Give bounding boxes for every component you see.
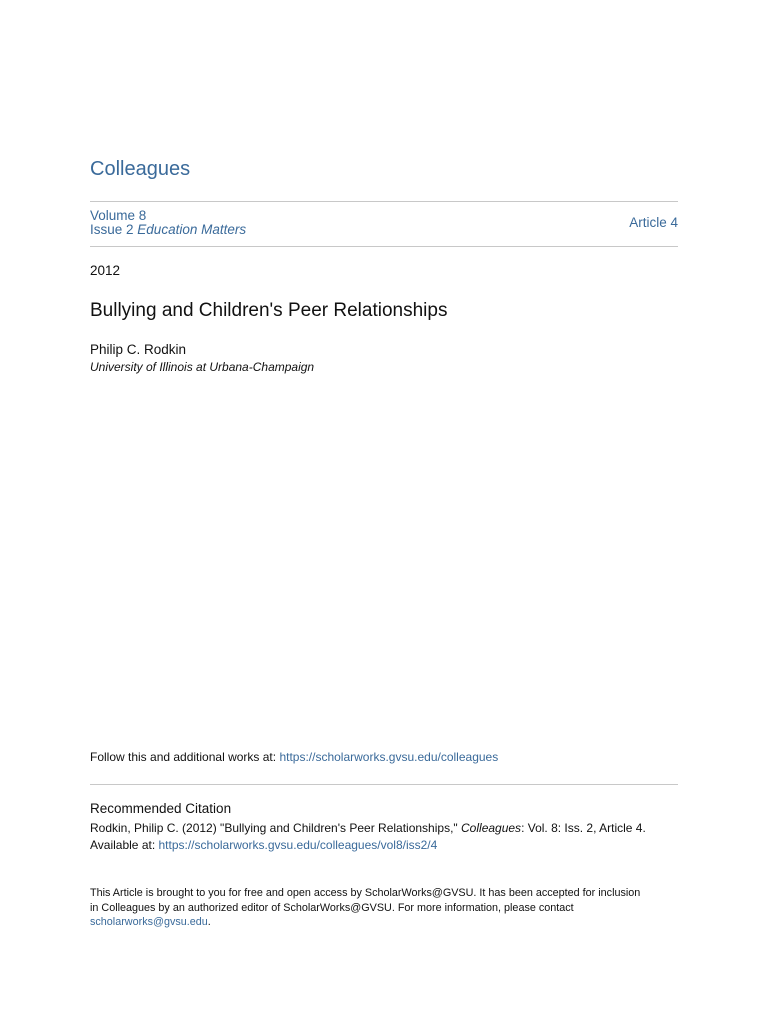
notice-line-1: This Article is brought to you for free and open access by ScholarWorks@GVSU. It has been accepted for inclusion [90, 887, 641, 899]
header-top-rule [90, 201, 678, 202]
article-number-link[interactable]: Article 4 [629, 215, 678, 230]
issue-title[interactable]: Education Matters [137, 222, 247, 237]
citation-text-after: : Vol. 8: Iss. 2, Article 4. [521, 821, 646, 835]
citation-available-line [90, 838, 437, 852]
follow-text: Follow this and additional works at: [90, 750, 277, 764]
citation-text-before: Rodkin, Philip C. (2012) "Bullying and Children's Peer Relationships," [90, 821, 458, 835]
notice-line-2: in Colleagues by an authorized editor of ScholarWorks@GVSU. For more information, please contact [90, 901, 574, 914]
available-label: Available at: [90, 838, 156, 852]
citation-url-link[interactable]: https://scholarworks.gvsu.edu/colleagues/vol8/iss2/4 [158, 838, 438, 852]
publication-year: 2012 [90, 263, 121, 278]
issue-line[interactable] [90, 223, 246, 237]
follow-url-link[interactable]: https://scholarworks.gvsu.edu/colleagues [279, 750, 499, 764]
contact-email-link[interactable]: scholarworks@gvsu.edu [90, 916, 208, 929]
issue-number[interactable]: Issue 2 [90, 222, 134, 237]
notice-line-3 [90, 915, 680, 930]
follow-line [90, 750, 498, 764]
author-affiliation: University of Illinois at Urbana-Champaign [90, 360, 315, 374]
recommended-citation-heading: Recommended Citation [90, 801, 232, 816]
author-name: Philip C. Rodkin [90, 342, 187, 357]
volume-link[interactable]: Volume 8 [90, 208, 147, 223]
header-bottom-rule [90, 246, 678, 247]
citation-rule [90, 784, 678, 785]
citation-text [90, 821, 646, 835]
citation-journal: Colleagues [461, 821, 522, 835]
access-notice [90, 886, 680, 930]
notice-end: . [207, 916, 211, 929]
journal-title-link[interactable]: Colleagues [90, 158, 191, 180]
article-title: Bullying and Children's Peer Relationships [90, 300, 448, 321]
